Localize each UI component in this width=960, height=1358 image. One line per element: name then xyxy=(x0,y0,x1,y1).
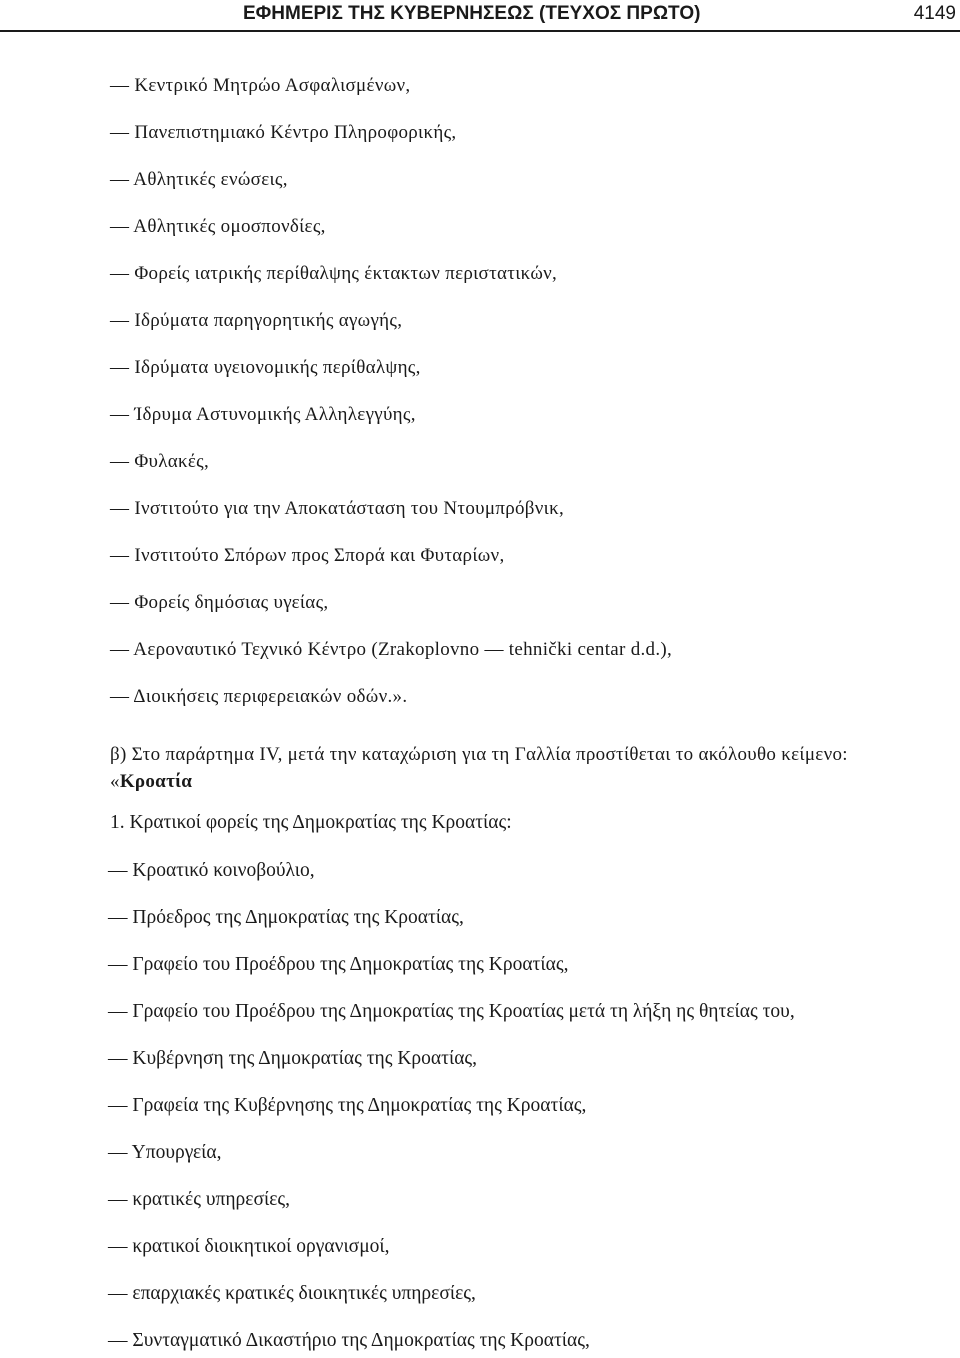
list-item: — Αθλητικές ενώσεις, xyxy=(110,169,288,190)
list-item: — επαρχιακές κρατικές διοικητικές υπηρεσίες, xyxy=(108,1283,476,1304)
list-item: — Κυβέρνηση της Δημοκρατίας της Κροατίας, xyxy=(108,1048,478,1069)
list-item: — Κεντρικό Μητρώο Ασφαλισμένων, xyxy=(110,75,411,96)
list-item: — Γραφείο του Προέδρου της Δημοκρατίας της Κροατίας μετά τη λήξη ης θητείας του, xyxy=(108,1001,795,1022)
list-item: — Διοικήσεις περιφερειακών οδών.». xyxy=(110,686,408,707)
list-item: — Φορείς δημόσιας υγείας, xyxy=(110,592,329,613)
list-item: — Φυλακές, xyxy=(110,451,210,472)
list-item: — Συνταγματικό Δικαστήριο της Δημοκρατίας της Κροατίας, xyxy=(108,1330,590,1351)
list-item: — Ίδρυμα Αστυνομικής Αλληλεγγύης, xyxy=(110,404,416,425)
list-item: — Ιδρύματα παρηγορητικής αγωγής, xyxy=(110,310,403,331)
list-item: — Ινστιτούτο για την Αποκατάσταση του Ντουμπρόβνικ, xyxy=(110,498,564,519)
croatia-heading-line xyxy=(110,771,192,793)
list-item: — κρατικές υπηρεσίες, xyxy=(108,1189,291,1210)
list-item: — Πανεπιστημιακό Κέντρο Πληροφορικής, xyxy=(110,122,457,143)
list-item: — Πρόεδρος της Δημοκρατίας της Κροατίας, xyxy=(108,907,464,928)
list-item: — Αθλητικές ομοσπονδίες, xyxy=(110,216,326,237)
list-item: — Ινστιτούτο Σπόρων προς Σπορά και Φυταρίων, xyxy=(110,545,505,566)
croatia-heading: Κροατία xyxy=(119,771,193,792)
list-item: — κρατικοί διοικητικοί οργανισμοί, xyxy=(108,1236,390,1257)
page-number: 4149 xyxy=(913,3,956,24)
gazette-title: ΕΦΗΜΕΡΙΣ ΤΗΣ ΚΥΒΕΡΝΗΣΕΩΣ (ΤΕΥΧΟΣ ΠΡΩΤΟ) xyxy=(243,3,701,24)
list-item: — Γραφείο του Προέδρου της Δημοκρατίας της Κροατίας, xyxy=(108,954,569,975)
page-header xyxy=(0,0,960,32)
list-item: — Κροατικό κοινοβούλιο, xyxy=(108,860,315,881)
section-1-heading: 1. Κρατικοί φορείς της Δημοκρατίας της Κροατίας: xyxy=(110,812,512,833)
list-item: — Γραφεία της Κυβέρνησης της Δημοκρατίας της Κροατίας, xyxy=(108,1095,587,1116)
list-item: — Ιδρύματα υγειονομικής περίθαλψης, xyxy=(110,357,421,378)
list-item: — Φορείς ιατρικής περίθαλψης έκτακτων περιστατικών, xyxy=(110,263,558,284)
paragraph-b: β) Στο παράρτημα IV, μετά την καταχώριση για τη Γαλλία προστίθεται το ακόλουθο κείμενο: xyxy=(110,744,848,765)
list-item: — Υπουργεία, xyxy=(108,1142,222,1163)
list-item: — Αεροναυτικό Τεχνικό Κέντρο (Zrakoplovno — tehnički centar d.d.), xyxy=(110,639,673,660)
opening-quote: « xyxy=(110,771,120,792)
